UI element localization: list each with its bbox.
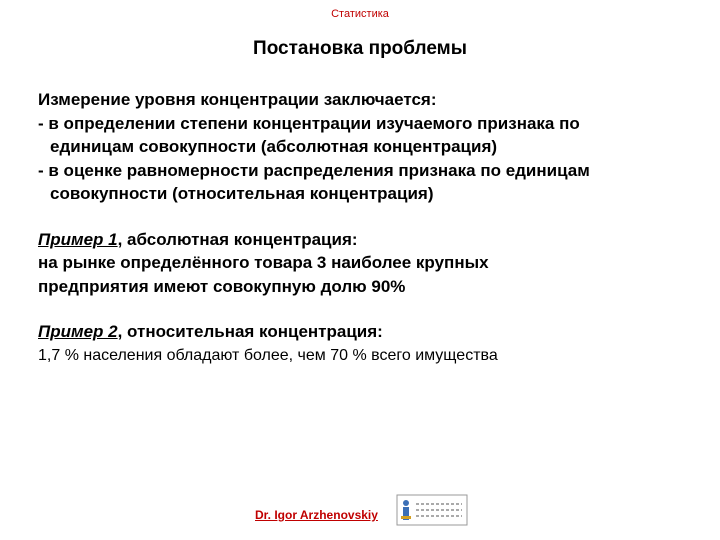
example-2-heading: [38, 320, 708, 344]
intro-item-2-line-1: - в оценке равномерности распределения признака по единицам: [38, 160, 590, 180]
example-1-label: Пример 1: [38, 229, 118, 249]
intro-item-2-line-2: совокупности (относительная концентрация): [50, 184, 434, 203]
footer-author: Dr. Igor Arzhenovskiy: [255, 508, 378, 522]
example-2-label: Пример 2: [38, 322, 118, 341]
example-2-line-1: 1,7 % населения обладают более, чем 70 % всего имущества: [38, 346, 498, 364]
example-2-heading-rest: , относительная концентрация:: [117, 322, 383, 341]
example-1-line-2: предприятия имеют совокупную долю 90%: [38, 276, 406, 296]
slide-header: Статистика: [331, 8, 389, 20]
educational-institution-logo-icon: [396, 494, 468, 526]
example-1-heading-rest: , абсолютная концентрация:: [117, 229, 358, 249]
intro-heading: Измерение уровня концентрации заключается:: [38, 90, 437, 109]
intro-item-1-line-1: - в определении степени концентрации изучаемого признака по: [38, 113, 580, 133]
slide-content: [38, 88, 708, 367]
example-1-line-1: на рынке определённого товара 3 наиболее крупных: [38, 253, 489, 272]
example-1-heading: [38, 228, 708, 252]
slide-title: Постановка проблемы: [253, 38, 467, 59]
intro-item-1-line-2: единицам совокупности (абсолютная концентрация): [50, 137, 498, 156]
